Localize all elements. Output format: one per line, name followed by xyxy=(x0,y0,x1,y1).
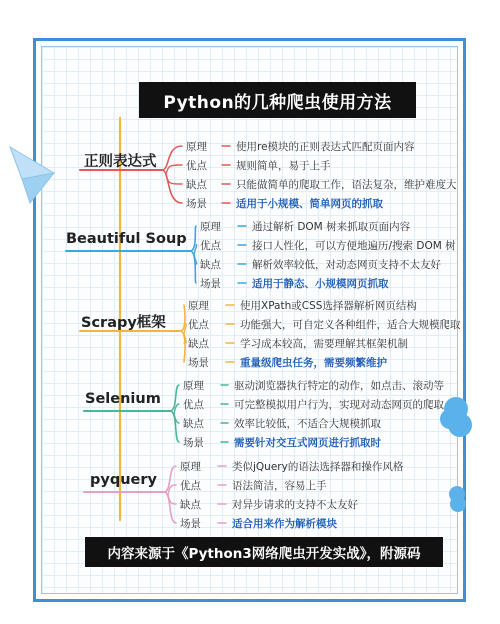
scenario-text: 适用于静态、小规模网页抓取 xyxy=(252,278,389,290)
attribute-label: 缺点 xyxy=(186,179,207,191)
attribute-label: 场景 xyxy=(200,278,221,290)
method-name: Scrapy框架 xyxy=(81,315,166,331)
attribute-label: 优点 xyxy=(183,399,204,411)
attribute-label: 场景 xyxy=(180,518,201,530)
method-name: Beautiful Soup xyxy=(66,231,187,247)
page-title: Python的几种爬虫使用方法 xyxy=(139,82,416,118)
attribute-label: 缺点 xyxy=(183,418,204,430)
description-text: 驱动浏览器执行特定的动作，如点击、滚动等 xyxy=(234,380,444,392)
attribute-label: 优点 xyxy=(186,160,207,172)
method-name: pyquery xyxy=(90,472,157,488)
scenario-text: 适用于小规模、简单网页的抓取 xyxy=(236,198,383,210)
connector-branch xyxy=(190,226,196,251)
method-name: Selenium xyxy=(85,391,161,407)
connector-branch xyxy=(164,492,176,523)
attribute-label: 优点 xyxy=(200,240,221,252)
scenario-text: 适合用来作为解析模块 xyxy=(232,518,337,530)
description-text: 解析效率较低，对动态网页支持不太友好 xyxy=(252,259,441,271)
scenario-text: 需要针对交互式网页进行抓取时 xyxy=(234,437,381,449)
attribute-label: 场景 xyxy=(188,357,209,369)
description-text: 语法简洁，容易上手 xyxy=(232,480,327,492)
description-text: 学习成本较高，需要理解其框架机制 xyxy=(240,338,408,350)
description-text: 类似jQuery的语法选择器和操作风格 xyxy=(232,461,404,473)
connector-branch xyxy=(162,170,182,203)
description-text: 使用re模块的正则表达式匹配页面内容 xyxy=(236,141,415,153)
attribute-label: 场景 xyxy=(183,437,204,449)
description-text: 使用XPath或CSS选择器解析网页结构 xyxy=(240,300,417,312)
description-text: 可完整模拟用户行为，实现对动态网页的爬取 xyxy=(234,399,444,411)
attribute-label: 原理 xyxy=(180,461,201,473)
description-text: 通过解析 DOM 树来抓取页面内容 xyxy=(252,221,411,233)
source-footer: 内容来源于《Python3网络爬虫开发实战》，附源码 xyxy=(85,537,443,567)
attribute-label: 原理 xyxy=(188,300,209,312)
method-name: 正则表达式 xyxy=(84,154,157,170)
attribute-label: 原理 xyxy=(186,141,207,153)
attribute-label: 原理 xyxy=(200,221,221,233)
attribute-label: 场景 xyxy=(186,198,207,210)
description-text: 功能强大，可自定义各种组件，适合大规模爬取 xyxy=(240,319,461,331)
attribute-label: 缺点 xyxy=(180,499,201,511)
attribute-label: 优点 xyxy=(180,480,201,492)
attribute-label: 缺点 xyxy=(188,338,209,350)
connector-branch xyxy=(180,305,185,331)
connector-branch xyxy=(166,165,182,175)
description-text: 效率比较低，不适合大规模抓取 xyxy=(234,418,381,430)
description-text: 接口人性化，可以方便地遍历/搜索 DOM 树 xyxy=(252,240,456,252)
attribute-label: 缺点 xyxy=(200,259,221,271)
description-text: 只能做简单的爬取工作，语法复杂，维护难度大 xyxy=(236,179,457,191)
description-text: 对异步请求的支持不太友好 xyxy=(232,499,358,511)
description-text: 规则简单，易于上手 xyxy=(236,160,331,172)
connector-branch xyxy=(190,251,196,283)
connector-branch xyxy=(162,146,182,170)
scenario-text: 重量级爬虫任务，需要频繁维护 xyxy=(240,357,387,369)
attribute-label: 原理 xyxy=(183,380,204,392)
attribute-label: 优点 xyxy=(188,319,209,331)
connector-branch xyxy=(170,385,179,411)
